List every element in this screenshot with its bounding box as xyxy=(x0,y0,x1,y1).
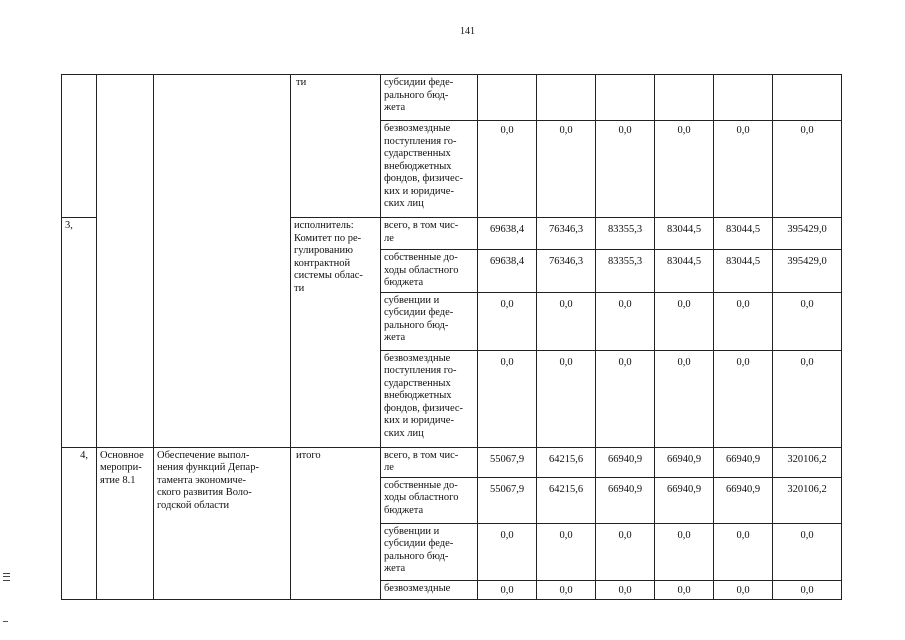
value-cell: 66940,9 xyxy=(714,477,773,523)
value-cell: 66940,9 xyxy=(596,477,655,523)
value-cell: 0,0 xyxy=(773,580,842,600)
value-cell: 0,0 xyxy=(773,292,842,350)
value-cell: 0,0 xyxy=(478,292,537,350)
value-cell: 0,0 xyxy=(714,121,773,218)
funding-source-cell: субвенции и субсидии феде- рального бюд- жета xyxy=(381,523,478,580)
value-cell xyxy=(596,75,655,121)
value-cell: 0,0 xyxy=(655,121,714,218)
funding-source-cell: безвозмездные поступления го- сударственных внебюджетных фондов, физичес- ких и юридиче- ских лиц xyxy=(381,350,478,447)
value-cell: 0,0 xyxy=(596,350,655,447)
value-cell: 0,0 xyxy=(596,523,655,580)
activity-name-cell: Основное меропри- ятие 8.1 xyxy=(97,447,154,600)
value-cell: 0,0 xyxy=(596,292,655,350)
funding-source-cell: собственные до- ходы областного бюджета xyxy=(381,477,478,523)
value-cell xyxy=(537,75,596,121)
value-cell: 320106,2 xyxy=(773,477,842,523)
activity-description-cell xyxy=(154,75,291,448)
value-cell: 66940,9 xyxy=(655,447,714,477)
value-cell: 0,0 xyxy=(537,350,596,447)
table-row xyxy=(62,447,842,477)
value-cell: 76346,3 xyxy=(537,250,596,293)
value-cell: 0,0 xyxy=(655,580,714,600)
value-cell: 0,0 xyxy=(714,350,773,447)
value-cell: 69638,4 xyxy=(478,218,537,250)
value-cell: 0,0 xyxy=(537,523,596,580)
margin-scan-mark xyxy=(3,573,10,581)
value-cell: 0,0 xyxy=(478,580,537,600)
value-cell: 0,0 xyxy=(655,350,714,447)
funding-source-cell: собственные до- ходы областного бюджета xyxy=(381,250,478,293)
value-cell: 0,0 xyxy=(537,580,596,600)
value-cell: 83044,5 xyxy=(655,250,714,293)
value-cell: 395429,0 xyxy=(773,250,842,293)
margin-scan-dash xyxy=(3,621,8,622)
funding-source-cell: всего, в том чис- ле xyxy=(381,447,478,477)
value-cell xyxy=(478,75,537,121)
value-cell: 83044,5 xyxy=(655,218,714,250)
value-cell: 55067,9 xyxy=(478,447,537,477)
funding-source-cell: безвозмездные поступления го- сударственных внебюджетных фондов, физичес- ких и юридиче- ских лиц xyxy=(381,121,478,218)
page-number: 141 xyxy=(460,26,475,37)
value-cell: 0,0 xyxy=(714,580,773,600)
funding-source-cell: безвозмездные xyxy=(381,580,478,600)
value-cell xyxy=(714,75,773,121)
row-number-cell: 3, xyxy=(62,218,97,448)
value-cell: 55067,9 xyxy=(478,477,537,523)
value-cell: 0,0 xyxy=(714,292,773,350)
value-cell: 0,0 xyxy=(537,121,596,218)
value-cell: 83355,3 xyxy=(596,218,655,250)
value-cell: 83355,3 xyxy=(596,250,655,293)
activity-name-cell xyxy=(97,75,154,448)
value-cell: 0,0 xyxy=(478,350,537,447)
value-cell xyxy=(655,75,714,121)
value-cell: 66940,9 xyxy=(714,447,773,477)
value-cell: 0,0 xyxy=(655,523,714,580)
activity-description-cell: Обеспечение выпол- нения функций Депар- тамента экономиче- ского развития Воло- годской области xyxy=(154,447,291,600)
value-cell: 66940,9 xyxy=(596,447,655,477)
value-cell: 66940,9 xyxy=(655,477,714,523)
value-cell: 64215,6 xyxy=(537,447,596,477)
value-cell: 64215,6 xyxy=(537,477,596,523)
value-cell: 0,0 xyxy=(714,523,773,580)
value-cell: 69638,4 xyxy=(478,250,537,293)
value-cell: 0,0 xyxy=(773,523,842,580)
value-cell xyxy=(773,75,842,121)
value-cell: 83044,5 xyxy=(714,218,773,250)
responsible-cell: итого xyxy=(291,447,381,600)
value-cell: 0,0 xyxy=(478,523,537,580)
table-row xyxy=(62,75,842,121)
value-cell: 0,0 xyxy=(596,121,655,218)
value-cell: 0,0 xyxy=(537,292,596,350)
funding-source-cell: субвенции и субсидии феде- рального бюд- жета xyxy=(381,292,478,350)
responsible-cell: ти xyxy=(291,75,381,218)
row-number-cell xyxy=(62,75,97,218)
value-cell: 0,0 xyxy=(773,121,842,218)
responsible-cell: исполнитель: Комитет по ре- гулированию контрактной системы облас- ти xyxy=(291,218,381,448)
row-number-cell: 4, xyxy=(62,447,97,600)
value-cell: 0,0 xyxy=(655,292,714,350)
value-cell: 395429,0 xyxy=(773,218,842,250)
value-cell: 0,0 xyxy=(478,121,537,218)
budget-table xyxy=(61,74,842,600)
value-cell: 83044,5 xyxy=(714,250,773,293)
value-cell: 0,0 xyxy=(773,350,842,447)
value-cell: 76346,3 xyxy=(537,218,596,250)
value-cell: 0,0 xyxy=(596,580,655,600)
funding-source-cell: всего, в том чис- ле xyxy=(381,218,478,250)
value-cell: 320106,2 xyxy=(773,447,842,477)
funding-source-cell: субсидии феде- рального бюд- жета xyxy=(381,75,478,121)
